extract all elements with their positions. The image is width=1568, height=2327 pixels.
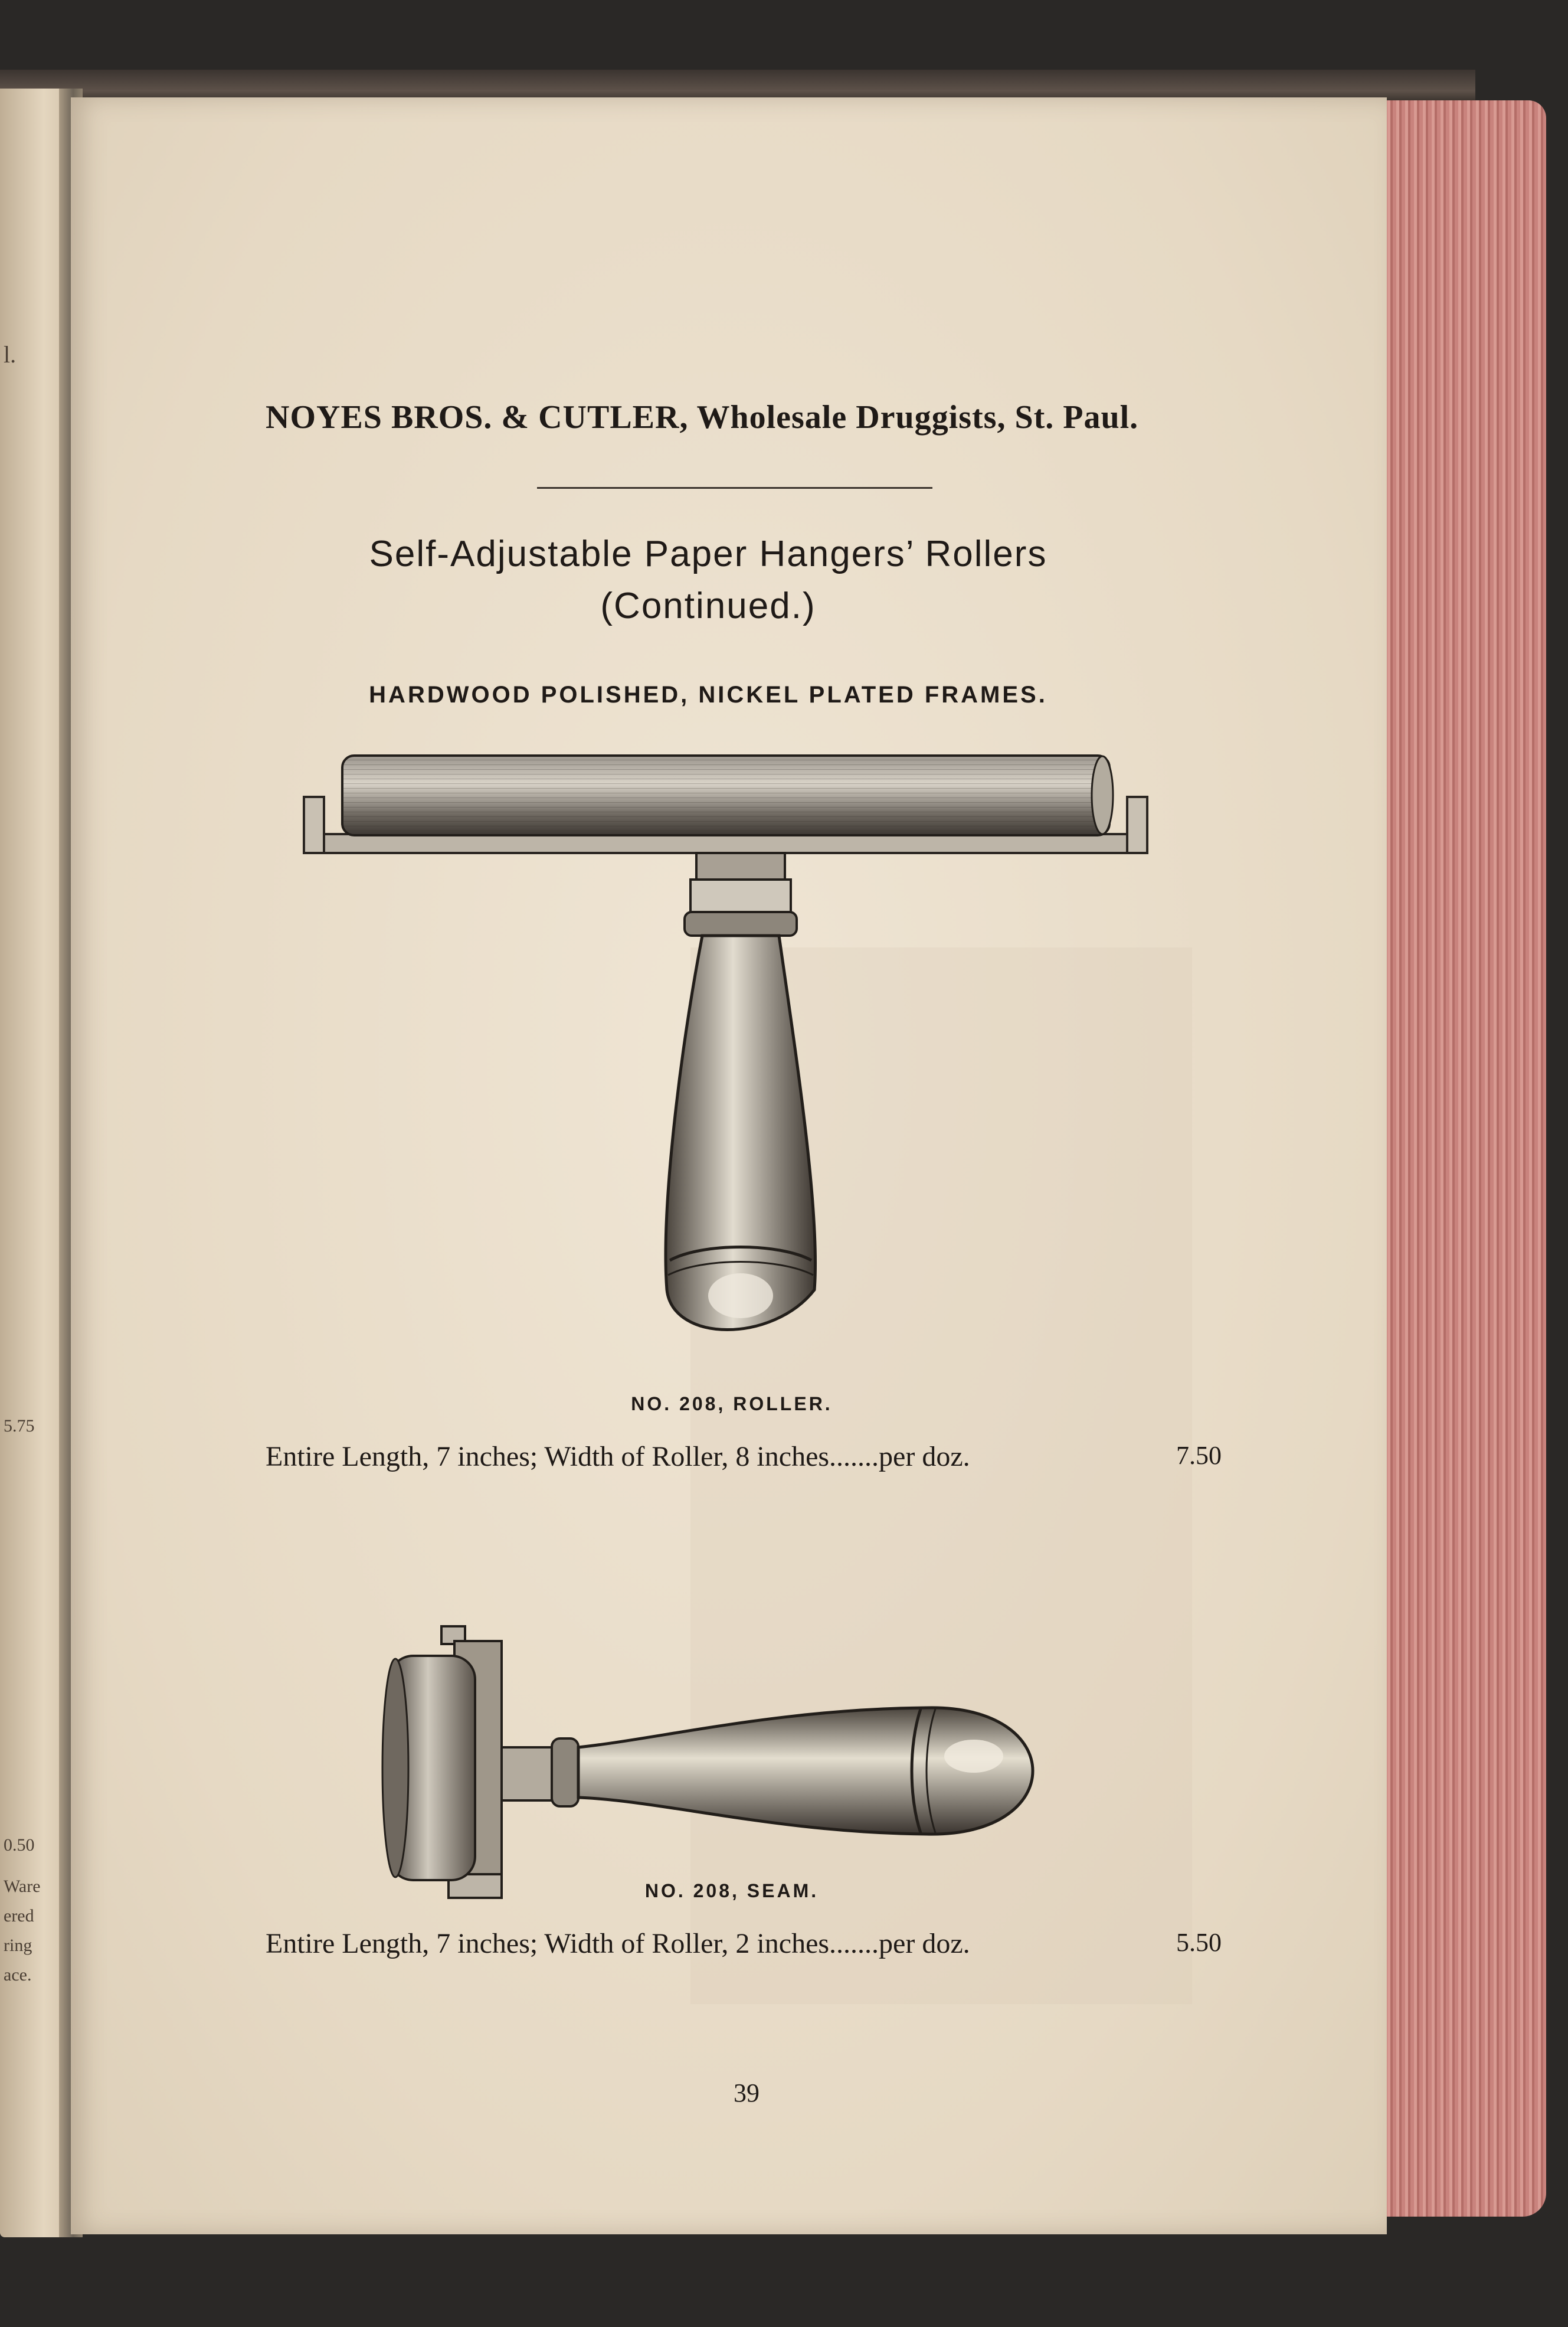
catalog-page [71, 97, 1387, 2234]
figure-caption: NO. 208, ROLLER. [631, 1393, 833, 1414]
section-subtitle: HARDWOOD POLISHED, NICKEL PLATED FRAMES. [369, 682, 1047, 708]
left-page-fragment: l. [4, 341, 17, 368]
left-page-fragment: ace. [4, 1965, 32, 1985]
page-header: NOYES BROS. & CUTLER, Wholesale Druggists, St. Paul. [266, 399, 1139, 436]
left-page-fragment: 0.50 [4, 1835, 35, 1855]
product-spec-line [266, 1440, 1222, 1473]
left-page-fragment: ring [4, 1936, 32, 1955]
header-rule [537, 487, 932, 489]
spec-text: Entire Length, 7 inches; Width of Roller, 2 inches.......per doz. [266, 1928, 970, 1959]
page-title [248, 528, 1168, 632]
seam-roller-illustration [307, 1620, 1133, 1975]
page-edges [1375, 100, 1546, 2217]
spec-text: Entire Length, 7 inches; Width of Roller, 8 inches.......per doz. [266, 1441, 970, 1472]
wallpaper-roller-illustration [230, 646, 1210, 1520]
title-line-1: Self-Adjustable Paper Hangers’ Rollers [369, 534, 1047, 574]
figure-caption: NO. 208, SEAM. [644, 1880, 819, 1901]
product-spec-line [266, 1927, 1222, 1960]
title-line-2: (Continued.) [600, 586, 816, 626]
left-page-fragment: Ware [4, 1877, 41, 1896]
price: 5.50 [1176, 1928, 1222, 1957]
left-page-fragment: ered [4, 1906, 34, 1926]
left-page-fragment: 5.75 [4, 1416, 35, 1436]
price: 7.50 [1176, 1441, 1222, 1470]
page-number: 39 [734, 2078, 760, 2107]
